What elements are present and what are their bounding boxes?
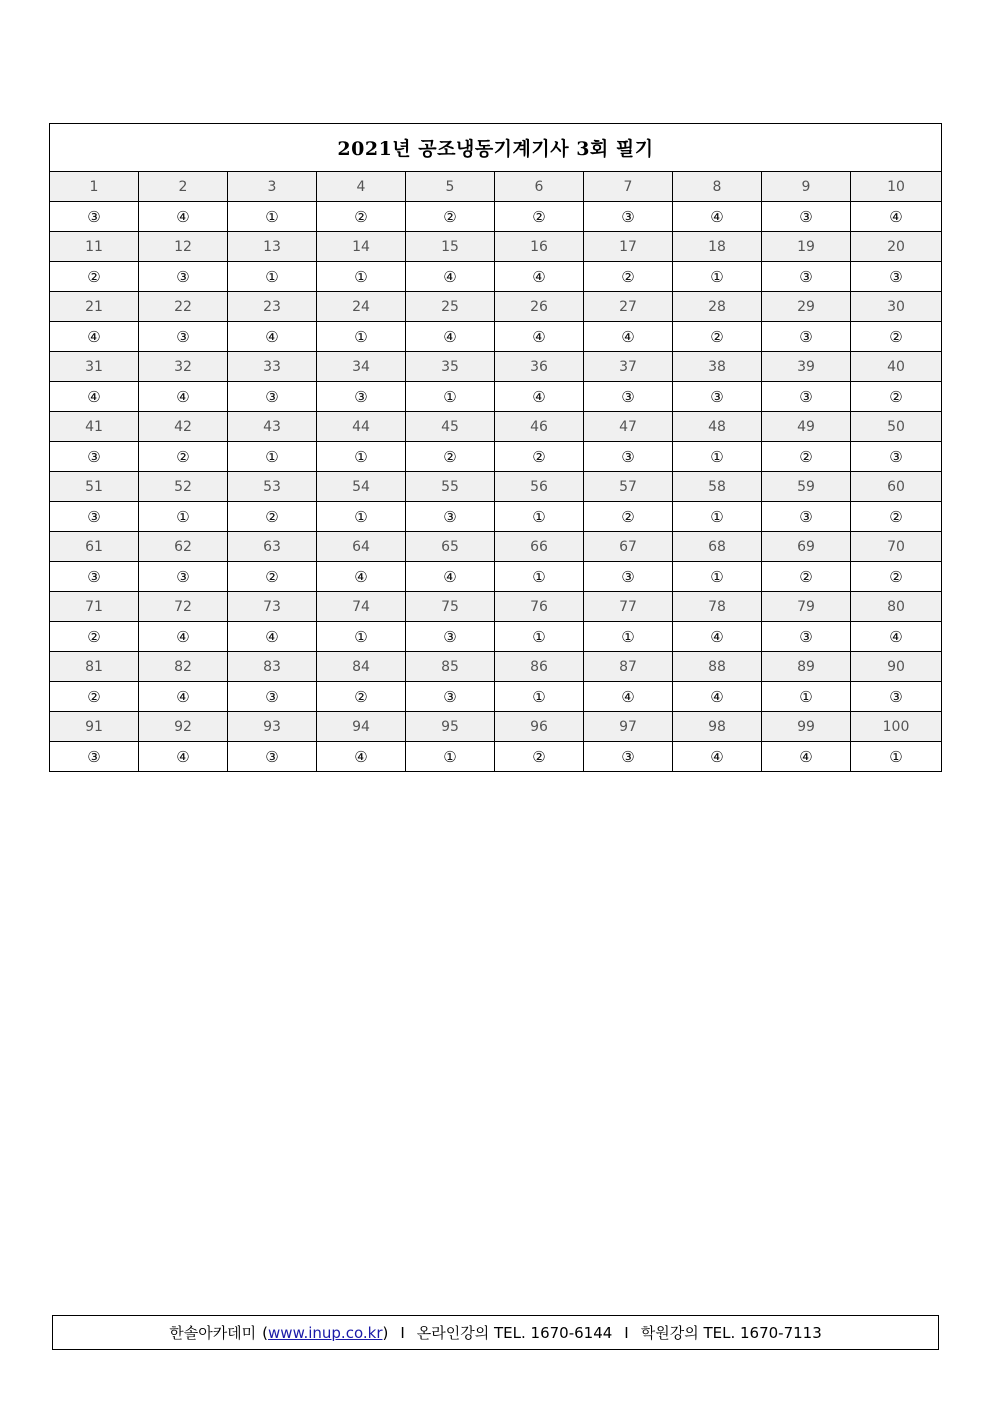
question-number-cell: 82 [139, 652, 228, 682]
answer-cell: ④ [139, 382, 228, 412]
answer-cell: ③ [228, 742, 317, 772]
answer-cell: ④ [317, 742, 406, 772]
question-number-cell: 10 [851, 172, 942, 202]
question-number-cell: 66 [495, 532, 584, 562]
question-number-cell: 49 [762, 412, 851, 442]
answer-cell: ③ [406, 502, 495, 532]
answer-cell: ③ [762, 502, 851, 532]
answer-cell: ③ [584, 742, 673, 772]
question-number-cell: 25 [406, 292, 495, 322]
answer-cell: ④ [495, 262, 584, 292]
answer-sheet-body [50, 124, 942, 772]
question-number-cell: 24 [317, 292, 406, 322]
answer-row [50, 442, 942, 472]
answer-cell: ④ [139, 202, 228, 232]
question-number-row [50, 352, 942, 382]
question-number-cell: 37 [584, 352, 673, 382]
answer-cell: ② [50, 682, 139, 712]
question-number-cell: 40 [851, 352, 942, 382]
answer-cell: ③ [139, 562, 228, 592]
footer-paren-close: ) [382, 1323, 389, 1342]
question-number-cell: 61 [50, 532, 139, 562]
question-number-cell: 87 [584, 652, 673, 682]
footer-academy-name: 한솔아카데미 [169, 1324, 257, 1342]
question-number-cell: 43 [228, 412, 317, 442]
sheet-title: 2021년 공조냉동기계기사 3회 필기 [50, 124, 942, 172]
answer-cell: ③ [673, 382, 762, 412]
answer-cell: ④ [50, 322, 139, 352]
question-number-cell: 32 [139, 352, 228, 382]
answer-cell: ④ [228, 622, 317, 652]
answer-row [50, 202, 942, 232]
question-number-cell: 65 [406, 532, 495, 562]
answer-row [50, 622, 942, 652]
question-number-cell: 75 [406, 592, 495, 622]
question-number-cell: 31 [50, 352, 139, 382]
question-number-cell: 16 [495, 232, 584, 262]
question-number-cell: 46 [495, 412, 584, 442]
question-number-cell: 91 [50, 712, 139, 742]
question-number-row [50, 652, 942, 682]
question-number-cell: 67 [584, 532, 673, 562]
answer-cell: ② [495, 202, 584, 232]
answer-cell: ① [584, 622, 673, 652]
question-number-cell: 63 [228, 532, 317, 562]
question-number-row [50, 712, 942, 742]
answer-cell: ① [495, 502, 584, 532]
answer-cell: ④ [495, 322, 584, 352]
question-number-cell: 51 [50, 472, 139, 502]
answer-cell: ③ [50, 562, 139, 592]
answer-cell: ② [851, 382, 942, 412]
answer-cell: ① [673, 442, 762, 472]
answer-cell: ③ [584, 202, 673, 232]
footer-offline-phone: 학원강의 TEL. 1670-7113 [640, 1324, 822, 1342]
question-number-cell: 5 [406, 172, 495, 202]
answer-cell: ④ [673, 202, 762, 232]
answer-cell: ① [406, 382, 495, 412]
answer-cell: ③ [317, 382, 406, 412]
answer-row [50, 322, 942, 352]
question-number-cell: 50 [851, 412, 942, 442]
answer-cell: ① [762, 682, 851, 712]
question-number-cell: 6 [495, 172, 584, 202]
question-number-cell: 33 [228, 352, 317, 382]
question-number-cell: 18 [673, 232, 762, 262]
answer-row [50, 682, 942, 712]
question-number-cell: 4 [317, 172, 406, 202]
question-number-cell: 53 [228, 472, 317, 502]
question-number-cell: 1 [50, 172, 139, 202]
question-number-cell: 17 [584, 232, 673, 262]
question-number-cell: 98 [673, 712, 762, 742]
answer-cell: ① [495, 622, 584, 652]
question-number-cell: 41 [50, 412, 139, 442]
answer-cell: ① [673, 502, 762, 532]
answer-cell: ① [228, 442, 317, 472]
answer-cell: ③ [762, 382, 851, 412]
question-number-cell: 14 [317, 232, 406, 262]
question-number-cell: 47 [584, 412, 673, 442]
question-number-cell: 9 [762, 172, 851, 202]
answer-cell: ③ [851, 682, 942, 712]
answer-cell: ③ [50, 742, 139, 772]
answer-row [50, 262, 942, 292]
question-number-cell: 60 [851, 472, 942, 502]
question-number-cell: 26 [495, 292, 584, 322]
question-number-cell: 38 [673, 352, 762, 382]
answer-cell: ② [317, 202, 406, 232]
answer-cell: ④ [673, 622, 762, 652]
footer-separator: I [400, 1323, 405, 1342]
question-number-cell: 34 [317, 352, 406, 382]
answer-cell: ② [406, 202, 495, 232]
question-number-cell: 84 [317, 652, 406, 682]
question-number-cell: 55 [406, 472, 495, 502]
answer-cell: ② [851, 562, 942, 592]
answer-row [50, 382, 942, 412]
question-number-cell: 11 [50, 232, 139, 262]
question-number-cell: 44 [317, 412, 406, 442]
answer-cell: ② [495, 442, 584, 472]
question-number-cell: 71 [50, 592, 139, 622]
footer-online-phone: 온라인강의 TEL. 1670-6144 [416, 1324, 613, 1342]
answer-cell: ② [584, 502, 673, 532]
question-number-cell: 35 [406, 352, 495, 382]
answer-cell: ② [50, 262, 139, 292]
question-number-cell: 39 [762, 352, 851, 382]
question-number-cell: 54 [317, 472, 406, 502]
question-number-cell: 62 [139, 532, 228, 562]
answer-cell: ④ [584, 322, 673, 352]
answer-cell: ③ [584, 442, 673, 472]
answer-cell: ② [317, 682, 406, 712]
footer-website-link[interactable]: www.inup.co.kr [268, 1323, 383, 1342]
question-number-row [50, 292, 942, 322]
answer-cell: ③ [50, 442, 139, 472]
answer-cell: ① [228, 262, 317, 292]
question-number-cell: 19 [762, 232, 851, 262]
answer-cell: ② [406, 442, 495, 472]
question-number-cell: 73 [228, 592, 317, 622]
answer-cell: ① [317, 502, 406, 532]
question-number-row [50, 172, 942, 202]
question-number-cell: 96 [495, 712, 584, 742]
footer-paren-open: ( [262, 1323, 269, 1342]
question-number-cell: 64 [317, 532, 406, 562]
answer-cell: ④ [584, 682, 673, 712]
answer-cell: ④ [139, 622, 228, 652]
question-number-row [50, 232, 942, 262]
question-number-cell: 83 [228, 652, 317, 682]
answer-cell: ① [495, 682, 584, 712]
question-number-cell: 92 [139, 712, 228, 742]
question-number-cell: 48 [673, 412, 762, 442]
question-number-cell: 45 [406, 412, 495, 442]
answer-cell: ③ [50, 202, 139, 232]
question-number-cell: 8 [673, 172, 762, 202]
answer-cell: ③ [406, 682, 495, 712]
question-number-cell: 30 [851, 292, 942, 322]
answer-row [50, 742, 942, 772]
answer-cell: ② [851, 322, 942, 352]
question-number-cell: 77 [584, 592, 673, 622]
answer-row [50, 562, 942, 592]
answer-cell: ② [50, 622, 139, 652]
question-number-cell: 70 [851, 532, 942, 562]
question-number-cell: 42 [139, 412, 228, 442]
question-number-cell: 68 [673, 532, 762, 562]
answer-cell: ② [673, 322, 762, 352]
answer-cell: ② [851, 502, 942, 532]
question-number-cell: 100 [851, 712, 942, 742]
answer-cell: ① [228, 202, 317, 232]
answer-cell: ③ [584, 382, 673, 412]
answer-cell: ② [228, 502, 317, 532]
answer-cell: ④ [406, 322, 495, 352]
answer-cell: ② [495, 742, 584, 772]
answer-cell: ③ [50, 502, 139, 532]
answer-cell: ④ [139, 682, 228, 712]
question-number-cell: 88 [673, 652, 762, 682]
title-row [50, 124, 942, 172]
question-number-cell: 52 [139, 472, 228, 502]
answer-cell: ③ [584, 562, 673, 592]
answer-cell: ① [495, 562, 584, 592]
question-number-cell: 23 [228, 292, 317, 322]
answer-cell: ③ [228, 382, 317, 412]
answer-cell: ① [673, 262, 762, 292]
question-number-row [50, 472, 942, 502]
answer-cell: ④ [139, 742, 228, 772]
question-number-cell: 20 [851, 232, 942, 262]
footer-separator: I [624, 1323, 629, 1342]
question-number-cell: 72 [139, 592, 228, 622]
answer-cell: ④ [406, 562, 495, 592]
answer-cell: ③ [228, 682, 317, 712]
answer-cell: ④ [851, 202, 942, 232]
answer-cell: ② [139, 442, 228, 472]
question-number-cell: 76 [495, 592, 584, 622]
answer-cell: ② [584, 262, 673, 292]
answer-cell: ③ [851, 262, 942, 292]
answer-cell: ③ [851, 442, 942, 472]
question-number-cell: 58 [673, 472, 762, 502]
question-number-cell: 22 [139, 292, 228, 322]
answer-sheet-table [49, 123, 942, 772]
answer-cell: ① [317, 262, 406, 292]
answer-cell: ④ [228, 322, 317, 352]
answer-cell: ② [762, 442, 851, 472]
question-number-cell: 3 [228, 172, 317, 202]
question-number-cell: 57 [584, 472, 673, 502]
answer-row [50, 502, 942, 532]
answer-cell: ③ [762, 622, 851, 652]
question-number-cell: 90 [851, 652, 942, 682]
answer-cell: ④ [50, 382, 139, 412]
footer-bar [52, 1315, 939, 1350]
answer-cell: ③ [762, 322, 851, 352]
question-number-cell: 78 [673, 592, 762, 622]
question-number-cell: 7 [584, 172, 673, 202]
question-number-cell: 56 [495, 472, 584, 502]
question-number-cell: 28 [673, 292, 762, 322]
question-number-cell: 2 [139, 172, 228, 202]
question-number-cell: 86 [495, 652, 584, 682]
answer-cell: ① [406, 742, 495, 772]
question-number-cell: 85 [406, 652, 495, 682]
answer-cell: ① [851, 742, 942, 772]
question-number-cell: 74 [317, 592, 406, 622]
question-number-cell: 99 [762, 712, 851, 742]
question-number-cell: 89 [762, 652, 851, 682]
answer-cell: ③ [139, 262, 228, 292]
answer-cell: ② [228, 562, 317, 592]
answer-cell: ① [317, 622, 406, 652]
question-number-row [50, 592, 942, 622]
answer-cell: ③ [139, 322, 228, 352]
answer-cell: ③ [762, 202, 851, 232]
answer-cell: ① [317, 442, 406, 472]
question-number-cell: 27 [584, 292, 673, 322]
question-number-cell: 81 [50, 652, 139, 682]
question-number-cell: 12 [139, 232, 228, 262]
question-number-cell: 15 [406, 232, 495, 262]
answer-cell: ④ [495, 382, 584, 412]
question-number-cell: 80 [851, 592, 942, 622]
question-number-cell: 97 [584, 712, 673, 742]
answer-cell: ④ [673, 742, 762, 772]
question-number-row [50, 412, 942, 442]
answer-cell: ① [139, 502, 228, 532]
question-number-cell: 29 [762, 292, 851, 322]
question-number-row [50, 532, 942, 562]
answer-cell: ③ [762, 262, 851, 292]
answer-cell: ④ [762, 742, 851, 772]
question-number-cell: 69 [762, 532, 851, 562]
question-number-cell: 36 [495, 352, 584, 382]
answer-cell: ① [673, 562, 762, 592]
question-number-cell: 13 [228, 232, 317, 262]
question-number-cell: 79 [762, 592, 851, 622]
answer-cell: ④ [406, 262, 495, 292]
answer-cell: ④ [317, 562, 406, 592]
answer-cell: ④ [673, 682, 762, 712]
question-number-cell: 94 [317, 712, 406, 742]
question-number-cell: 59 [762, 472, 851, 502]
question-number-cell: 21 [50, 292, 139, 322]
answer-cell: ④ [851, 622, 942, 652]
answer-cell: ① [317, 322, 406, 352]
question-number-cell: 95 [406, 712, 495, 742]
answer-cell: ② [762, 562, 851, 592]
question-number-cell: 93 [228, 712, 317, 742]
answer-cell: ③ [406, 622, 495, 652]
